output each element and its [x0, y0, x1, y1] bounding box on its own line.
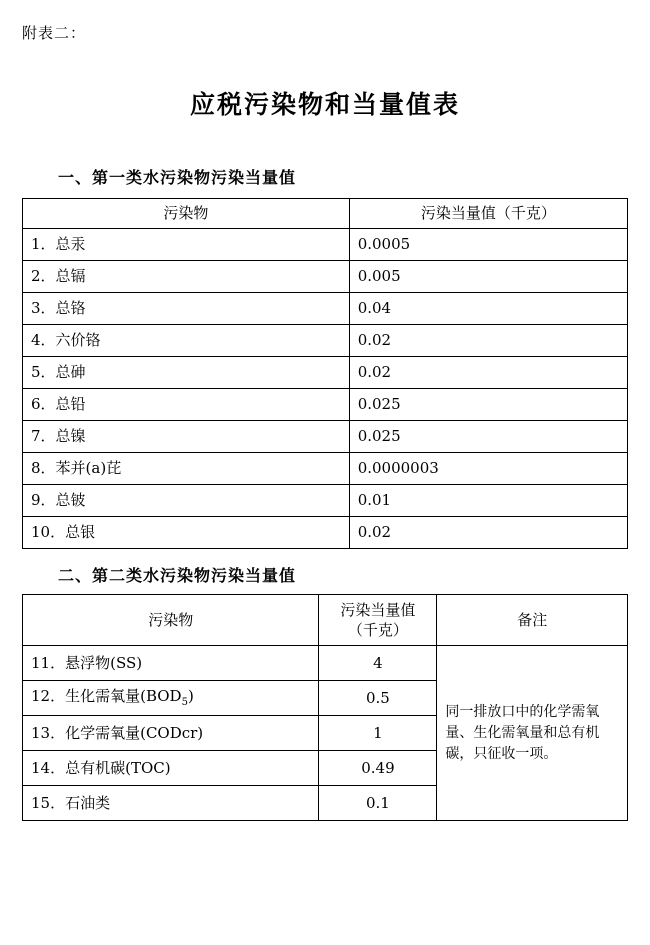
column-header-equivalent-line1: 污染当量值 [340, 600, 416, 619]
column-header-pollutant: 污染物 [23, 594, 319, 646]
cell-pollutant-name-tail: ) [187, 687, 194, 705]
table-row [23, 484, 628, 516]
cell-pollutant-value: 0.0005 [349, 228, 627, 260]
table-class-two-pollutants [22, 594, 628, 822]
cell-pollutant-name: 5．总砷 [23, 356, 350, 388]
cell-pollutant-name: 14．总有机碳(TOC) [23, 751, 319, 786]
table-row [23, 420, 628, 452]
table-row [23, 228, 628, 260]
page-title: 应税污染物和当量值表 [189, 90, 460, 119]
cell-pollutant-value: 0.02 [349, 324, 627, 356]
cell-pollutant-value: 1 [319, 716, 437, 751]
cell-pollutant-name-subscript: 5 [181, 697, 188, 708]
table-row [23, 452, 628, 484]
cell-pollutant-value: 0.5 [319, 681, 437, 716]
cell-pollutant-value: 0.02 [349, 356, 627, 388]
cell-pollutant-name [23, 681, 319, 716]
cell-pollutant-value: 0.025 [349, 420, 627, 452]
column-header-pollutant: 污染物 [23, 199, 350, 229]
cell-pollutant-value: 0.0000003 [349, 452, 627, 484]
section-heading-1: 一、第一类水污染物污染当量值 [58, 168, 297, 187]
cell-pollutant-value: 0.02 [349, 516, 627, 548]
cell-pollutant-name: 3．总铬 [23, 292, 350, 324]
cell-pollutant-name: 15．石油类 [23, 786, 319, 821]
cell-pollutant-name: 11．悬浮物(SS) [23, 646, 319, 681]
cell-pollutant-name: 4．六价铬 [23, 324, 350, 356]
table-header-row [23, 594, 628, 646]
table-row [23, 516, 628, 548]
table-header-row [23, 199, 628, 229]
cell-remark: 同一排放口中的化学需氧量、生化需氧量和总有机碳，只征收一项。 [437, 646, 628, 821]
cell-pollutant-name: 13．化学需氧量(CODcr) [23, 716, 319, 751]
table-row [23, 260, 628, 292]
column-header-equivalent: 污染当量值（千克） [349, 199, 627, 229]
document-page [0, 22, 650, 945]
column-header-remark: 备注 [437, 594, 628, 646]
cell-pollutant-value: 4 [319, 646, 437, 681]
cell-pollutant-name: 9．总铍 [23, 484, 350, 516]
cell-pollutant-name: 2．总镉 [23, 260, 350, 292]
table-row [23, 356, 628, 388]
cell-pollutant-value: 0.01 [349, 484, 627, 516]
cell-pollutant-value: 0.1 [319, 786, 437, 821]
column-header-equivalent [319, 594, 437, 646]
table-row [23, 388, 628, 420]
section-heading-2: 二、第二类水污染物污染当量值 [58, 565, 297, 585]
table-row [23, 292, 628, 324]
column-header-equivalent-line2: （千克） [347, 621, 408, 639]
table-class-one-pollutants [22, 198, 628, 549]
cell-pollutant-name: 7．总镍 [23, 420, 350, 452]
cell-pollutant-name-main: 12．生化需氧量(BOD [31, 687, 182, 705]
cell-pollutant-value: 0.04 [349, 292, 627, 324]
cell-pollutant-name: 1．总汞 [23, 228, 350, 260]
cell-pollutant-value: 0.005 [349, 260, 627, 292]
table-row [23, 646, 628, 681]
table-row [23, 324, 628, 356]
cell-pollutant-name: 10．总银 [23, 516, 350, 548]
cell-pollutant-value: 0.49 [319, 751, 437, 786]
cell-pollutant-name: 8．苯并(a)芘 [23, 452, 350, 484]
cell-pollutant-value: 0.025 [349, 388, 627, 420]
cell-pollutant-name: 6．总铅 [23, 388, 350, 420]
appendix-label: 附表二： [22, 24, 87, 42]
